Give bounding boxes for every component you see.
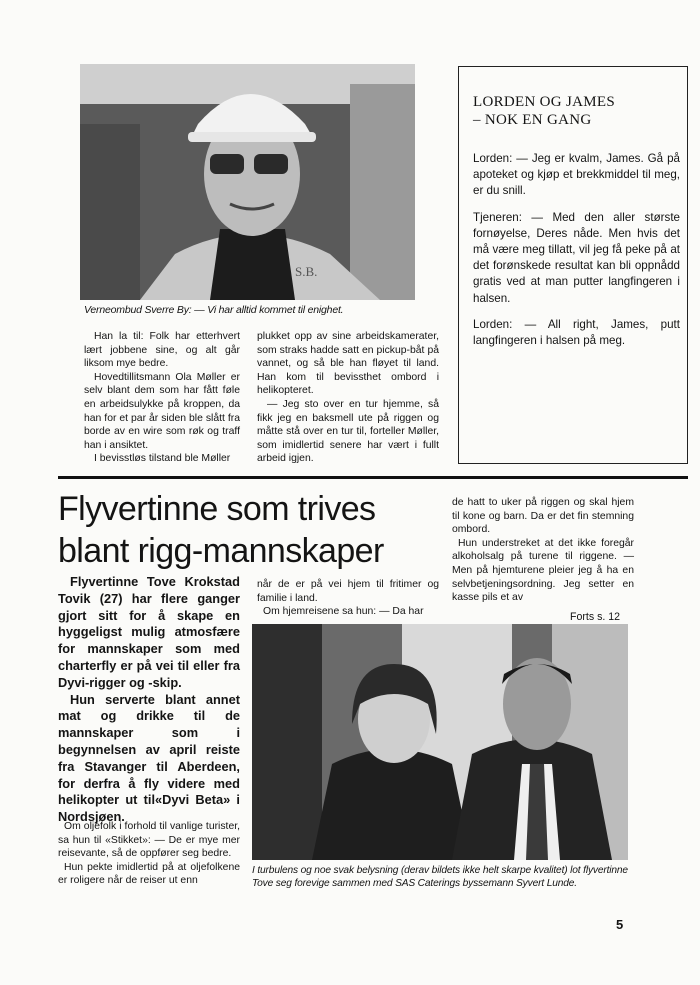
- flight-attendant-illustration: [252, 624, 628, 860]
- headline-line1: Flyvertinne som trives: [58, 490, 376, 528]
- article2-body-column1: [58, 820, 240, 888]
- headline-line2: blant rigg-mannskaper: [58, 532, 384, 570]
- sidebar-title: [473, 93, 680, 129]
- article1-paragraph: — Jeg sto over en tur hjemme, så fikk jeg en baksmell ute på riggen og måtte stå over en tur til, forteller Møller, som imidlertid senere har vært i fullt arbeid igjen.: [257, 398, 439, 465]
- lead-paragraph: Hun serverte blant annet mat og drikke til de mannskaper som i begynnelsen av april reiste fra Stavanger til Aberdeen, for derfra å fly videre med helikopter ut til«Dyvi Beta» i Nordsjøen.: [58, 691, 240, 825]
- helmet-lettering: S.B.: [295, 264, 318, 279]
- article1-paragraph: plukket opp av sine arbeidskamerater, som straks hadde satt en pickup-båt på vannet, og så ble han fløyet til land. Han kom til bevissthet ombord i helikopteret.: [257, 331, 439, 397]
- sidebar-box: [458, 66, 688, 464]
- article1-column1: [84, 330, 240, 466]
- article1-paragraph: Hovedtillitsmann Ola Møller er selv blant dem som har fått føle en arbeidsulykke på kroppen, da han for et par år siden ble slått fra borde av en wire som røk og traff han i ansiktet.: [84, 371, 240, 451]
- sidebar-paragraph: Tjeneren: — Med den aller største fornøyelse, Deres nåde. Men hvis det må være meg tillatt, vil jeg få peke på at det forønskede resultat kan bli oppnådd gratis ved at man putter langfingeren i halsen.: [473, 210, 680, 305]
- article1-paragraph: Han la til: Folk har etterhvert lært jobbene sine, og alt går liksom mye bedre.: [84, 331, 240, 370]
- body-paragraph: Om hjemreisene sa hun: — Da har: [263, 606, 424, 618]
- sidebar-title-line2: – NOK EN GANG: [473, 112, 592, 128]
- article2-body-column2: [257, 578, 439, 619]
- article2-headline: [58, 488, 438, 572]
- sidebar-title-line1: LORDEN OG JAMES: [473, 94, 616, 110]
- section-divider: [58, 476, 688, 479]
- sidebar-paragraph: Lorden: — Jeg er kvalm, James. Gå på apoteket og kjøp et brekkmiddel til meg, er du snill.: [473, 152, 680, 198]
- body-paragraph: de hatt to uker på riggen og skal hjem til kone og barn. Da er det fin stemning ombord.: [452, 497, 634, 536]
- page-number: 5: [616, 917, 624, 932]
- article1-paragraph: I bevisstløs tilstand ble Møller: [94, 453, 231, 465]
- sidebar-paragraph: Lorden: — All right, James, putt langfingeren i halsen på meg.: [473, 317, 680, 348]
- safety-officer-illustration: [80, 64, 415, 300]
- continued-note: Forts s. 12: [570, 611, 621, 623]
- article1-column2: [257, 330, 439, 466]
- body-paragraph: Om oljefolk i forhold til vanlige turister, sa hun til «Stikket»: — De er mye mer reisevante, så de oppfører seg bedre.: [58, 821, 240, 860]
- photo-safety-officer: [80, 64, 415, 300]
- body-paragraph: Hun pekte imidlertid på at oljefolkene er roligere når de reiser ut enn: [58, 861, 240, 887]
- photo-caption-flight-attendant: I turbulens og noe svak belysning (derav bildets ikke helt skarpe kvalitet) lot flyvertinne Tove seg forevige sammen med SAS Caterings byssemann Syvert Lunde.: [252, 865, 628, 889]
- body-paragraph: når de er på vei hjem til fritimer og familie i land.: [257, 579, 439, 604]
- article2-lead: [58, 574, 240, 826]
- article2-body-column3: [452, 496, 634, 605]
- photo-caption-safety-officer: Verneombud Sverre By: — Vi har alltid kommet til enighet.: [84, 304, 344, 316]
- lead-paragraph: Flyvertinne Tove Krokstad Tovik (27) har flere ganger gjort sitt for å skape en hyggeligst mulig atmosfære for mannskaper som med charterfly er på vei til eller fra Dyvi-rigger og -skip.: [58, 574, 240, 690]
- body-paragraph: Hun understreket at det ikke foregår alkoholsalg på turene til riggene. — Men på hjemturene pleier jeg å ha en selvbetjeningsordning. Jeg setter en kasse pils et av: [452, 537, 634, 604]
- photo-flight-attendant: [252, 624, 628, 860]
